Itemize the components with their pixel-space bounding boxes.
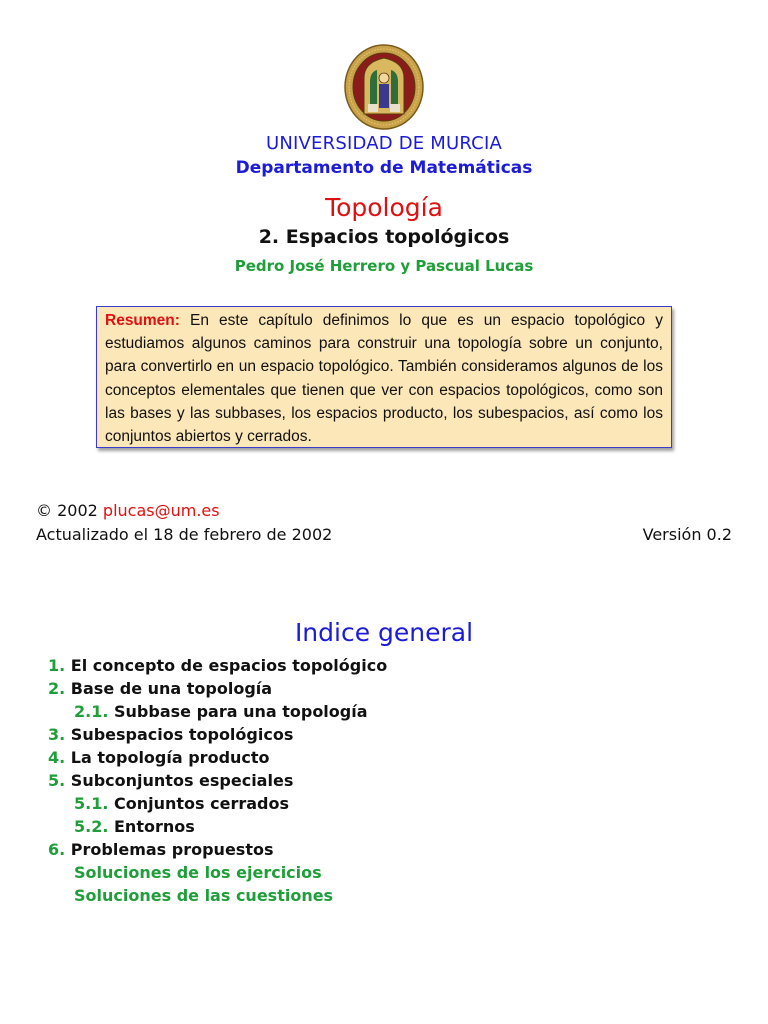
toc-item-number: 4. (48, 748, 66, 767)
toc-item-number: 3. (48, 725, 66, 744)
toc-title: Indice general (294, 618, 474, 647)
toc-item-label: Entornos (114, 817, 195, 836)
email-link[interactable]: plucas@um.es (102, 501, 220, 520)
toc-item[interactable] (48, 771, 293, 790)
authors: Pedro José Herrero y Pascual Lucas (234, 257, 534, 275)
toc-item[interactable] (48, 748, 270, 767)
toc-item[interactable] (74, 817, 195, 836)
chapter-title: 2. Espacios topológicos (258, 226, 510, 248)
toc-item-label: El concepto de espacios topológico (70, 656, 388, 675)
toc-item-number: 5. (48, 771, 66, 790)
copyright: © 2002 (36, 501, 98, 520)
toc-item-label: Subbase para una topología (114, 702, 368, 721)
toc-item-label: La topología producto (70, 748, 270, 767)
toc-item-label: Subconjuntos especiales (70, 771, 294, 790)
toc-item-solutions-exercises[interactable] (74, 863, 322, 882)
updated-date: Actualizado el 18 de febrero de 2002 (36, 525, 333, 544)
department-name: Departamento de Matemáticas (235, 158, 533, 178)
toc-item-number: 2.1. (74, 702, 109, 721)
toc-item-label: Subespacios topológicos (70, 725, 294, 744)
toc-item-solutions-questions[interactable] (74, 886, 333, 905)
abstract-label: Resumen: (105, 312, 180, 329)
toc-item-label: Soluciones de las cuestiones (74, 886, 334, 905)
toc-item-number: 5.1. (74, 794, 109, 813)
abstract-box (96, 306, 672, 448)
university-name: UNIVERSIDAD DE MURCIA (266, 133, 502, 154)
toc-item[interactable] (74, 794, 289, 813)
toc-item-number: 6. (48, 840, 66, 859)
toc-item[interactable] (48, 725, 293, 744)
toc-item-number: 1. (48, 656, 66, 675)
version: Versión 0.2 (642, 525, 732, 544)
toc-item-number: 5.2. (74, 817, 109, 836)
university-seal-icon (344, 44, 424, 130)
document-title: Topología (325, 193, 443, 222)
toc-item[interactable] (48, 679, 272, 698)
toc-item[interactable] (48, 656, 387, 675)
toc-item-label: Soluciones de los ejercicios (74, 863, 322, 882)
abstract-text: En este capítulo definimos lo que es un espacio topológico y estudiamos algunos caminos para construir una topología sobre un conjunto, para convertirlo en un espacio topológico. También consideramos algunos de los conceptos elementales que tienen que ver con espacios topológicos, como son las bases y las subbases, los espacios producto, los subespacios, así como los conjuntos abiertos y cerrados. (105, 312, 663, 446)
toc-item[interactable] (74, 702, 368, 721)
toc-item-label: Problemas propuestos (70, 840, 274, 859)
copyright-line (36, 501, 220, 520)
toc-item-label: Conjuntos cerrados (114, 794, 290, 813)
toc-item-number: 2. (48, 679, 66, 698)
toc-item[interactable] (48, 840, 273, 859)
toc-item-label: Base de una topología (70, 679, 273, 698)
